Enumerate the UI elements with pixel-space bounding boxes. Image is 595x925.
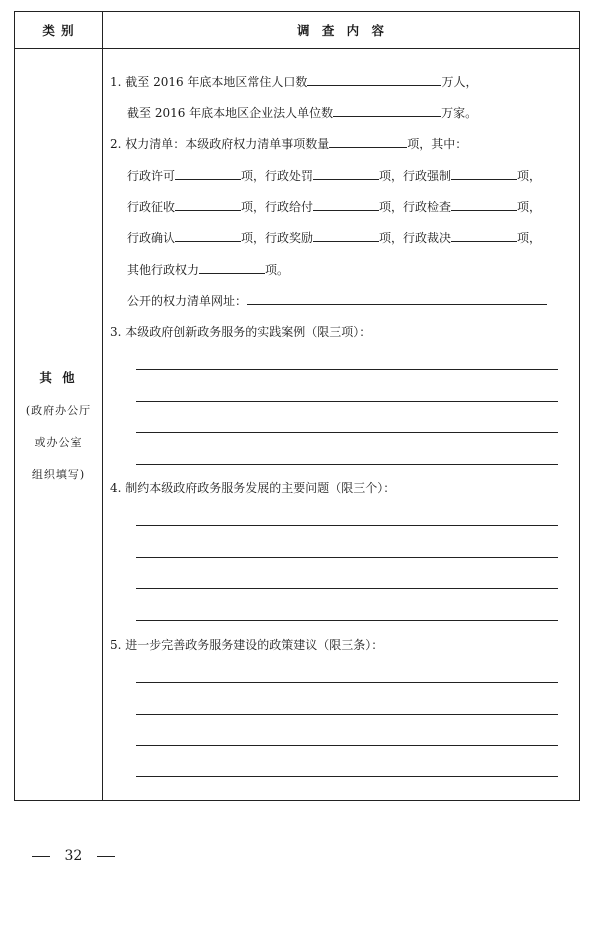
power-row-1: 行政许可 项，行政处罚 项，行政强制 项， — [127, 169, 542, 183]
page-number: 32 — [64, 848, 83, 864]
question-4-title: 4. 制约本级政府政务服务发展的主要问题（限三个）： — [110, 481, 396, 495]
question-5-title: 5. 进一步完善政务服务建设的政策建议（限三条）： — [110, 638, 384, 652]
power-list-count-blank[interactable] — [329, 135, 407, 148]
column-divider — [102, 12, 103, 800]
header-divider — [15, 48, 579, 49]
survey-table — [14, 11, 580, 801]
question-3-answer-line[interactable] — [136, 432, 558, 433]
question-4-answer-line[interactable] — [136, 557, 558, 558]
header-category: 类 别 — [42, 23, 75, 38]
footer-dash-right — [97, 856, 115, 857]
category-note-line-3: 组织填写) — [31, 468, 86, 481]
question-3-answer-line[interactable] — [136, 464, 558, 465]
power-row-4: 其他行政权力 项。 — [127, 263, 290, 277]
footer-dash-left — [32, 856, 50, 857]
page-footer — [32, 848, 115, 864]
category-note-line-2: 或办公室 — [34, 436, 83, 449]
power-row-2: 行政征收 项，行政给付 项，行政检查 项， — [127, 200, 542, 214]
question-5-answer-line[interactable] — [136, 776, 558, 777]
question-3-title: 3. 本级政府创新政务服务的实践案例（限三项）： — [110, 325, 372, 339]
ruling-blank[interactable] — [451, 229, 517, 242]
benefit-blank[interactable] — [313, 198, 379, 211]
penalty-blank[interactable] — [313, 167, 379, 180]
question-4-answer-line[interactable] — [136, 588, 558, 589]
question-3-answer-line[interactable] — [136, 369, 558, 370]
question-1-enterprises: 截至 2016 年底本地区企业法人单位数 万家。 — [127, 106, 478, 120]
reward-blank[interactable] — [313, 229, 379, 242]
question-1-population: 1. 截至 2016 年底本地区常住人口数 万人， — [110, 75, 478, 89]
other-power-blank[interactable] — [199, 261, 265, 274]
category-title: 其 他 — [39, 370, 78, 385]
enterprises-blank[interactable] — [333, 104, 441, 117]
enforcement-blank[interactable] — [451, 167, 517, 180]
population-blank[interactable] — [307, 73, 441, 86]
url-blank[interactable] — [247, 292, 547, 305]
header-content: 调 查 内 容 — [296, 23, 386, 38]
question-4-answer-line[interactable] — [136, 525, 558, 526]
question-5-answer-line[interactable] — [136, 682, 558, 683]
levy-blank[interactable] — [175, 198, 241, 211]
question-3-answer-line[interactable] — [136, 401, 558, 402]
inspection-blank[interactable] — [451, 198, 517, 211]
question-4-answer-line[interactable] — [136, 620, 558, 621]
question-2-power-list: 2. 权力清单：本级政府权力清单事项数量 项，其中： — [110, 137, 468, 151]
license-blank[interactable] — [175, 167, 241, 180]
power-row-3: 行政确认 项，行政奖励 项，行政裁决 项， — [127, 231, 542, 245]
question-5-answer-line[interactable] — [136, 745, 558, 746]
confirmation-blank[interactable] — [175, 229, 241, 242]
power-list-url: 公开的权力清单网址： — [127, 292, 547, 309]
question-5-answer-line[interactable] — [136, 714, 558, 715]
category-note-line-1: (政府办公厅 — [25, 404, 92, 417]
